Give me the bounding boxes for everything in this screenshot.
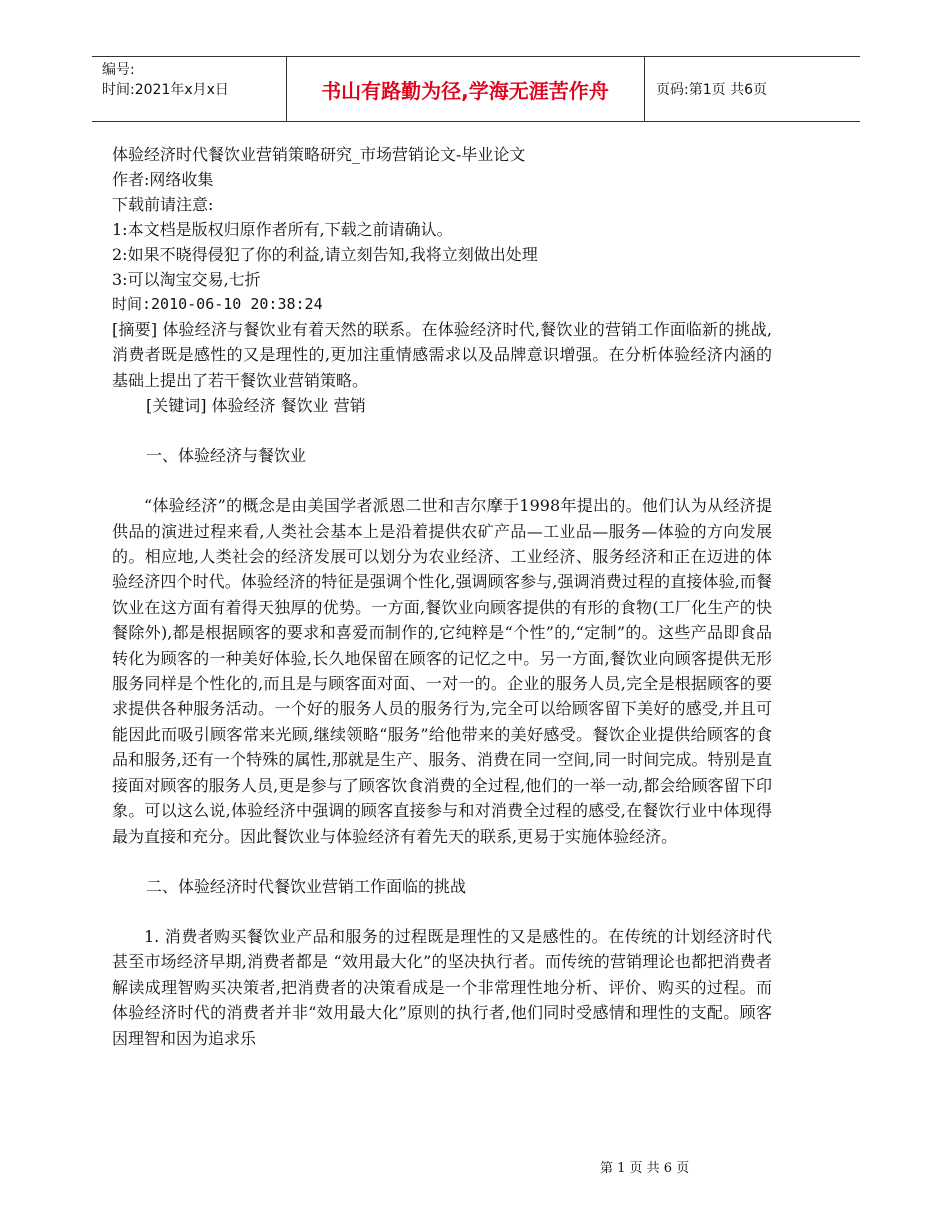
abstract: [摘要] 体验经济与餐饮业有着天然的联系。在体验经济时代,餐饮业的营销工作面临新的挑战,消费者既是感性的又是理性的,更加注重情感需求以及品牌意识增强。在分析体验经济内涵的基础上提出了若干餐饮业营销策略。 xyxy=(112,320,772,390)
motto: 书山有路勤为径,学海无涯苦作舟 xyxy=(286,57,645,121)
time-label: 时间:2021年x月x日 xyxy=(102,82,229,98)
page-header xyxy=(92,56,860,122)
notice-item-1: 1:本文档是版权归原作者所有,下载之前请确认。 xyxy=(112,220,453,239)
publish-time: 时间:2010-06-10 20:38:24 xyxy=(112,295,323,313)
section-2-title: 二、体验经济时代餐饮业营销工作面临的挑战 xyxy=(146,876,467,896)
section-1-body: “体验经济”的概念是由美国学者派恩二世和吉尔摩于1998年提出的。他们认为从经济提供品的演进过程来看,人类社会基本上是沿着提供农矿产品—工业品—服务—体验的方向发展的。相应地,人类社会的经济发展可以划分为农业经济、工业经济、服务经济和正在迈进的体验经济四个时代。体验经济的特征是强调个性化,强调顾客参与,强调消费过程的直接体验,而餐饮业在这方面有着得天独厚的优势。一方面,餐饮业向顾客提供的有形的食物(工厂化生产的快餐除外),都是根据顾客的要求和喜爱而制作的,它纯粹是“个性”的,“定制”的。这些产品即食品转化为顾客的一种美好体验,长久地保留在顾客的记忆之中。另一方面,餐饮业向顾客提供无形服务同样是个性化的,而且是与顾客面对面、一对一的。企业的服务人员,完全是根据顾客的要求提供各种服务活动。一个好的服务人员的服务行为,完全可以给顾客留下美好的感受,并且可能因此而吸引顾客常来光顾,继续领略“服务”给他带来的美好感受。餐饮企业提供给顾客的食品和服务,还有一个特殊的属性,那就是生产、服务、消费在同一空间,同一时间完成。特别是直接面对顾客的服务人员,更是参与了顾客饮食消费的全过程,他们的一举一动,都会给顾客留下印象。可以这么说,体验经济中强调的顾客直接参与和对消费全过程的感受,在餐饮行业中体现得最为直接和充分。因此餐饮业与体验经济有着先天的联系,更易于实施体验经济。 xyxy=(112,496,772,846)
article-title: 体验经济时代餐饮业营销策略研究_市场营销论文-毕业论文 xyxy=(112,145,526,164)
header-meta-cell xyxy=(92,57,287,121)
page-footer: 第 1 页 共 6 页 xyxy=(600,1161,690,1176)
article-body xyxy=(112,142,772,1051)
keywords: [关键词] 体验经济 餐饮业 营销 xyxy=(146,396,366,416)
article-author: 作者:网络收集 xyxy=(112,170,214,189)
number-label: 编号: xyxy=(102,62,135,78)
notice-item-2: 2:如果不晓得侵犯了你的利益,请立刻告知,我将立刻做出处理 xyxy=(112,245,538,264)
notice-title: 下载前请注意: xyxy=(112,195,214,214)
section-1-title: 一、体验经济与餐饮业 xyxy=(146,446,307,466)
section-2-body: 1. 消费者购买餐饮业产品和服务的过程既是理性的又是感性的。在传统的计划经济时代甚至市场经济早期,消费者都是 “效用最大化”的坚决执行者。而传统的营销理论也都把消费者解读成理智购买决策者,把消费者的决策看成是一个非常理性地分析、评价、购买的过程。而体验经济时代的消费者并非“效用最大化”原则的执行者,他们同时受感情和理性的支配。顾客因理智和因为追求乐 xyxy=(112,926,772,1048)
page-info: 页码:第1页 共6页 xyxy=(656,82,767,98)
notice-item-3: 3:可以淘宝交易,七折 xyxy=(112,270,261,289)
